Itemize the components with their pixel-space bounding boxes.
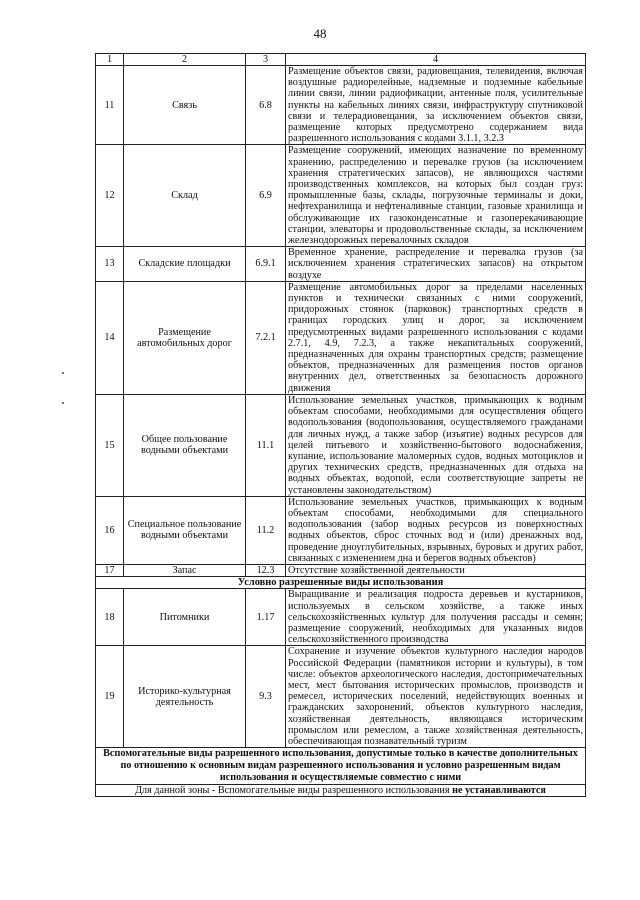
use-type-description: Размещение сооружений, имеющих назначение по временному хранению, распределению и перевалке грузов (за исключением хранения стратегических запасов), не являющихся частями производственных комплексов, на которых был создан груз: промышленные базы, склады, погрузочные терминалы и доки, нефтехранилища и нефтеналивные станции, газовые хранилища и обслуживающие их газоконденсатные и газоперекачивающие станции, элеваторы и продовольственные склады, за исключением железнодорожных перевалочных складов xyxy=(286,145,586,247)
page-number: 48 xyxy=(313,26,327,41)
table-row xyxy=(96,646,586,748)
use-type-name: Общее пользование водными объектами xyxy=(124,394,246,496)
table-row xyxy=(96,247,586,282)
margin-dot xyxy=(62,372,64,374)
column-header: 4 xyxy=(286,54,586,66)
row-number: 17 xyxy=(96,564,124,576)
use-type-description: Выращивание и реализация подроста деревьев и кустарников, используемых в сельском хозяйстве, а также иных сельскохозяйственных культур для получения рассады и семян; размещение сооружений, необходимых для указанных видов сельскохозяйственного производства xyxy=(286,589,586,646)
use-type-code: 11.2 xyxy=(246,496,286,564)
use-type-name: Запас xyxy=(124,564,246,576)
use-type-description: Временное хранение, распределение и перевалка грузов (за исключением хранения стратегических запасов) на открытом воздухе xyxy=(286,247,586,282)
use-type-description: Сохранение и изучение объектов культурного наследия народов Российской Федерации (памятников истории и культуры), в том числе: объектов археологического наследия, достопримечательных мест, мест бытования исторических промыслов, производств и ремесел, исторических поселений, недействующих военных и гражданских захоронений, объектов культурного наследия, хозяйственная деятельность, являющаяся историческим промыслом или ремеслом, а также хозяйственная деятельность, обеспечивающая познавательный туризм xyxy=(286,646,586,748)
table-row xyxy=(96,564,586,576)
row-number: 11 xyxy=(96,66,124,145)
table-row xyxy=(96,281,586,394)
row-number: 13 xyxy=(96,247,124,282)
use-type-code: 11.1 xyxy=(246,394,286,496)
table-row xyxy=(96,66,586,145)
auxiliary-note-text: Для данной зоны - Вспомогательные виды разрешенного использования xyxy=(135,785,453,797)
row-number: 16 xyxy=(96,496,124,564)
use-type-name: Специальное пользование водными объектами xyxy=(124,496,246,564)
use-type-description: Размещение объектов связи, радиовещания, телевидения, включая воздушные радиорелейные, надземные и подземные кабельные линии связи, линии радиофикации, антенные поля, усилительные пункты на кабельных линиях связи, инфраструктуру спутниковой связи и телерадиовещания, за исключением объектов связи, размещение которых предусмотрено содержанием вида разрешенного использования с кодами 3.1.1, 3.2.3 xyxy=(286,66,586,145)
auxiliary-section-title: Вспомогательные виды разрешенного использования, допустимые только в качестве дополнительных по отношению к основным видам разрешенного использования и условно разрешенным видам использования и осуществляемые совместно с ними xyxy=(96,748,586,785)
use-type-description: Размещение автомобильных дорог за пределами населенных пунктов и технически связанных с ними сооружений, придорожных стоянок (парковок) транспортных средств в границах городских улиц и дорог, за исключением предусмотренных видами разрешенного использования с кодами 2.7.1, 4.9, 7.2.3, а также некапитальных сооружений, предназначенных для охраны транспортных средств; размещение объектов, предназначенных для размещения постов органов внутренних дел, ответственных за безопасность дорожного движения xyxy=(286,281,586,394)
use-type-name: Питомники xyxy=(124,589,246,646)
table-row xyxy=(96,785,586,797)
table-row xyxy=(96,589,586,646)
use-type-code: 6.9 xyxy=(246,145,286,247)
table-header-row xyxy=(96,54,586,66)
use-type-code: 9.3 xyxy=(246,646,286,748)
auxiliary-note xyxy=(96,785,586,797)
section-header-row xyxy=(96,748,586,785)
row-number: 12 xyxy=(96,145,124,247)
use-type-name: Размещение автомобильных дорог xyxy=(124,281,246,394)
row-number: 15 xyxy=(96,394,124,496)
column-header: 2 xyxy=(124,54,246,66)
use-type-description: Использование земельных участков, примыкающих к водным объектам способами, необходимыми для специального водопользования (забор водных ресурсов из поверхностных водных объектов, сброс сточных вод и (или) дренажных вод, проведение дноуглубительных, взрывных, буровых и других работ, связанных с изменением дна и берегов водных объектов) xyxy=(286,496,586,564)
auxiliary-note-emphasis: не устанавливаются xyxy=(452,785,546,797)
use-type-code: 12.3 xyxy=(246,564,286,576)
use-type-code: 1.17 xyxy=(246,589,286,646)
column-header: 3 xyxy=(246,54,286,66)
use-type-name: Историко-культурная деятельность xyxy=(124,646,246,748)
use-type-name: Склад xyxy=(124,145,246,247)
row-number: 14 xyxy=(96,281,124,394)
table-row xyxy=(96,145,586,247)
use-type-name: Связь xyxy=(124,66,246,145)
use-type-name: Складские площадки xyxy=(124,247,246,282)
table-row xyxy=(96,496,586,564)
conditional-section-title: Условно разрешенные виды использования xyxy=(96,577,586,589)
column-header: 1 xyxy=(96,54,124,66)
use-type-description: Отсутствие хозяйственной деятельности xyxy=(286,564,586,576)
row-number: 18 xyxy=(96,589,124,646)
use-type-description: Использование земельных участков, примыкающих к водным объектам способами, необходимыми для осуществления общего водопользования (водопользования, осуществляемого гражданами для личных нужд, а также забор (изъятие) водных ресурсов для целей питьевого и хозяйственно-бытового водоснабжения, купание, использование маломерных судов, водных мотоциклов и других технических средств, предназначенных для отдыха на водных объектах, водопой, если соответствующие запреты не установлены законодательством) xyxy=(286,394,586,496)
use-type-code: 7.2.1 xyxy=(246,281,286,394)
margin-dot xyxy=(62,402,64,404)
row-number: 19 xyxy=(96,646,124,748)
table-row xyxy=(96,394,586,496)
use-type-code: 6.8 xyxy=(246,66,286,145)
section-header-row xyxy=(96,577,586,589)
land-use-table xyxy=(95,53,586,797)
use-type-code: 6.9.1 xyxy=(246,247,286,282)
